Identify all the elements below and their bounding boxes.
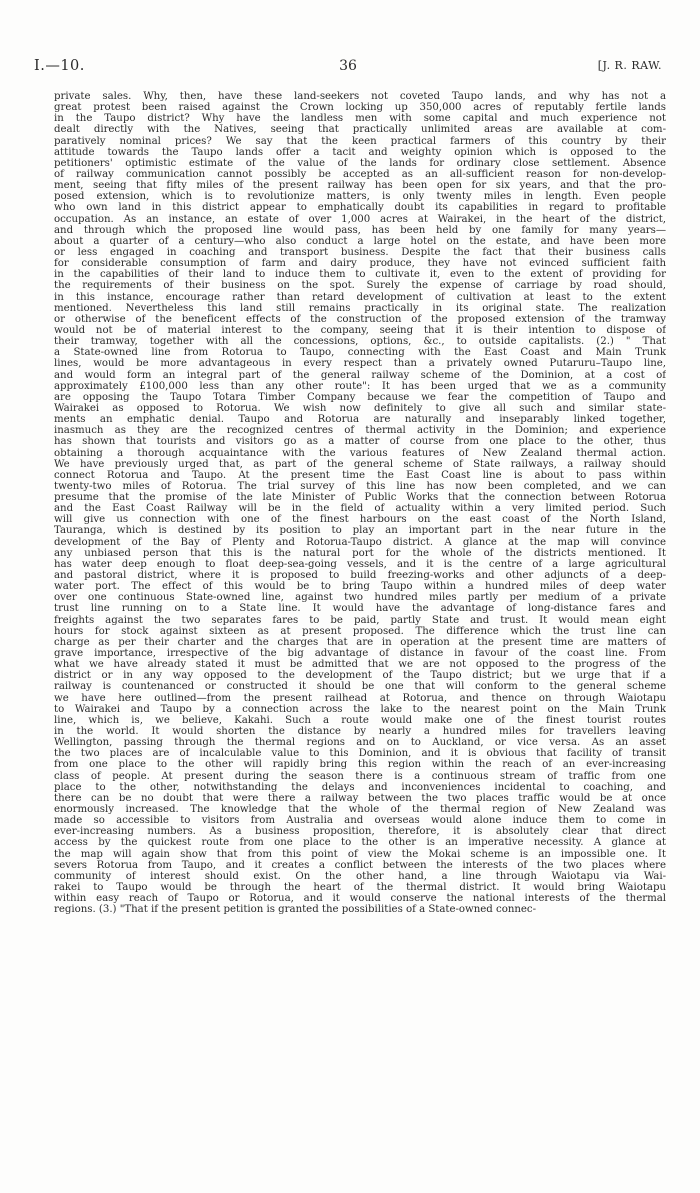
text-line: within easy reach of Taupo or Rotorua, and it would conserve the national interests of the thermal — [54, 893, 666, 905]
text-line: a State-owned line from Rotorua to Taupo, connecting with the East Coast and Main Trunk — [54, 347, 666, 359]
text-line: Tauranga, which is destined by its position to play an important part in the near future in the — [54, 525, 666, 537]
text-line: approximately £100,000 less than any other route": It has been urged that we as a community — [54, 380, 666, 392]
text-line: mentioned. Nevertheless this land still remains practically in its original state. The realization — [54, 302, 666, 314]
document-reference: I.—10. — [34, 58, 85, 74]
text-line: and pastoral district, where it is proposed to build freezing-works and other adjuncts of a deep- — [54, 570, 666, 582]
text-line: Wellington, passing through the thermal regions and on to Auckland, or vice versa. As an asset — [54, 737, 666, 749]
text-line: development of the Bay of Plenty and Rotorua-Taupo district. A glance at the map will convince — [54, 536, 666, 548]
text-line: in the capabilities of their land to induce them to cultivate it, even to the extent of providing for — [54, 269, 666, 281]
page-number: 36 — [339, 58, 357, 74]
text-line: hours for stock against sixteen as at present proposed. The difference which the trust line can — [54, 625, 666, 637]
text-line: ever-increasing numbers. As a business proposition, therefore, it is absolutely clear that direct — [54, 826, 666, 838]
text-line: lines, would be more advantageous in every respect than a privately owned Putaruru–Taupo line, — [54, 358, 666, 370]
text-line: connect Rotorua and Taupo. At the present time the East Coast line is about to pass within — [54, 469, 666, 481]
text-line: We have previously urged that, as part of the general scheme of State railways, a railway should — [54, 458, 666, 470]
text-line: severs Rotorua from Taupo, and it creates a conflict between the interests of the two places where — [54, 859, 666, 871]
text-line: to Wairakei and Taupo by a connection across the lake to the nearest point on the Main Trunk — [54, 703, 666, 715]
text-line: regions. (3.) "That if the present petition is granted the possibilities of a State-owned connec- — [54, 904, 537, 916]
text-line: place to the other, notwithstanding the delays and inconveniences incidental to coaching, and — [54, 781, 666, 793]
text-line: any unbiased person that this is the natural port for the whole of the districts mentioned. It — [54, 547, 666, 559]
text-line: charge as per their charter and the charges that are in operation at the present time are matters of — [54, 636, 666, 648]
text-line: great protest been raised against the Crown locking up 350,000 acres of reputably fertile lands — [54, 102, 666, 114]
text-line: district or in any way opposed to the development of the Taupo district; but we urge that if a — [54, 670, 666, 682]
text-line: Wairakei as opposed to Rotorua. We wish now definitely to give all such and similar state- — [54, 402, 666, 414]
text-line: ments an emphatic denial. Taupo and Rotorua are naturally and inseparably linked together, — [54, 414, 666, 426]
text-line: about a quarter of a century—who also conduct a large hotel on the estate, and have been more — [54, 235, 666, 247]
text-line: or less engaged in coaching and transport business. Despite the fact that their business calls — [54, 246, 666, 258]
text-line: has shown that tourists and visitors go as a matter of course from one place to the other, thus — [54, 436, 666, 448]
text-line: in the Taupo district? Why have the landless men with some capital and much experience not — [54, 113, 666, 125]
text-line: petitioners' optimistic estimate of the value of the lands for ordinary close settlement. Absence — [54, 157, 666, 169]
text-line: the map will again show that from this point of view the Mokai scheme is an impossible one. It — [54, 848, 666, 860]
text-line: obtaining a thorough acquaintance with the various features of New Zealand thermal action. — [54, 447, 666, 459]
text-line: or otherwise of the beneficent effects of the construction of the proposed extension of the tramway — [54, 313, 666, 325]
text-line: paratively nominal prices? We say that the keen practical farmers of this country by their — [54, 135, 666, 147]
text-line: and would form an integral part of the general railway scheme of the Dominion, at a cost of — [54, 369, 666, 381]
text-line: water port. The effect of this would be to bring Taupo within a hundred miles of deep water — [54, 581, 666, 593]
text-line: their tramway, together with all the concessions, options, &c., to outside capitalists. (2.) " That — [54, 336, 666, 348]
text-line: has water deep enough to float deep-sea-going vessels, and it is the centre of a large agricultural — [54, 558, 666, 570]
text-line: railway is countenanced or constructed it should be one that will conform to the general scheme — [54, 681, 666, 693]
body-paragraph — [54, 91, 666, 915]
text-line: in the world. It would shorten the distance by nearly a hundred miles for travellers leaving — [54, 726, 666, 738]
text-line: trust line running on to a State line. It would have the advantage of long-distance fares and — [54, 603, 666, 615]
text-line: inasmuch as they are the recognized centres of thermal activity in the Dominion; and experience — [54, 425, 666, 437]
text-line: over one continuous State-owned line, against two hundred miles partly per medium of a private — [54, 592, 666, 604]
text-line: what we have already stated it must be admitted that we are not opposed to the progress of the — [54, 659, 666, 671]
text-line: for considerable consumption of farm and dairy produce, they have not evinced sufficient faith — [54, 258, 666, 270]
text-line: we have here outlined—from the present railhead at Rotorua, and thence on through Waiotapu — [54, 692, 666, 704]
text-line: and the East Coast Railway will be in the field of actuality within a very limited period. Such — [54, 503, 666, 515]
page-header — [34, 58, 662, 80]
text-line: would not be of material interest to the company, seeing that it is their intention to dispose of — [54, 324, 666, 336]
text-line: presume that the promise of the late Minister of Public Works that the connection between Rotorua — [54, 492, 666, 504]
text-line: will give us connection with one of the finest harbours on the east coast of the North Island, — [54, 514, 666, 526]
text-line: who own land in this district appear to emphatically doubt its capabilities in regard to profitable — [54, 202, 666, 214]
text-line: dealt directly with the Natives, seeing that practically unlimited areas are available at com- — [54, 124, 666, 136]
text-line: community of interest should exist. On the other hand, a line through Waiotapu via Wai- — [54, 870, 666, 882]
text-line: from one place to the other will rapidly bring this region within the reach of an ever-increasing — [54, 759, 666, 771]
text-line: twenty-two miles of Rotorua. The trial survey of this line has now been completed, and we can — [54, 480, 666, 492]
text-line: ment, seeing that fifty miles of the present railway has been open for six years, and that the pro- — [54, 180, 666, 192]
text-line: grave importance, irrespective of the big advantage of distance in favour of the coast line. From — [54, 648, 666, 660]
text-line: attitude towards the Taupo lands offer a tacit and weighty opinion which is opposed to the — [54, 146, 666, 158]
text-line: freights against the two separates fares to be paid, partly State and trust. It would mean eight — [54, 614, 666, 626]
text-line: and through which the proposed line would pass, has been held by one family for many years— — [54, 224, 666, 236]
text-line: of railway communication cannot possibly be accepted as an all-sufficient reason for non-develop- — [54, 168, 666, 180]
text-line: occupation. As an instance, an estate of over 1,000 acres at Wairakei, in the heart of the district, — [54, 213, 666, 225]
text-line: class of people. At present during the season there is a continuous stream of traffic from one — [54, 770, 666, 782]
text-line: the requirements of their business on the spot. Surely the expense of carriage by road should, — [54, 280, 666, 292]
text-line: the two places are of incalculable value to this Dominion, and it is obvious that facility of transit — [54, 748, 666, 760]
text-line: are opposing the Taupo Totara Timber Company because we fear the competition of Taupo and — [54, 391, 666, 403]
text-line: line, which is, we believe, Kakahi. Such a route would make one of the finest tourist routes — [54, 714, 666, 726]
text-line: access by the quickest route from one place to the other is an imperative necessity. A glance at — [54, 837, 666, 849]
text-line: made so accessible to visitors from Australia and overseas would alone induce them to come in — [54, 815, 666, 827]
text-line: private sales. Why, then, have these land-seekers not coveted Taupo lands, and why has not a — [54, 91, 666, 102]
author-reference: [J. R. RAW. — [597, 59, 662, 72]
text-line: in this instance, encourage rather than retard development of cultivation at least to the extent — [54, 291, 666, 303]
text-line: there can be no doubt that were there a railway between the two places traffic would be at once — [54, 792, 666, 804]
text-line: posed extension, which is to revolutionize matters, is only twenty miles in length. Even people — [54, 191, 666, 203]
text-line: enormously increased. The knowledge that the whole of the thermal region of New Zealand was — [54, 804, 666, 815]
text-line: rakei to Taupo would be through the heart of the thermal district. It would bring Waiotapu — [54, 881, 666, 893]
